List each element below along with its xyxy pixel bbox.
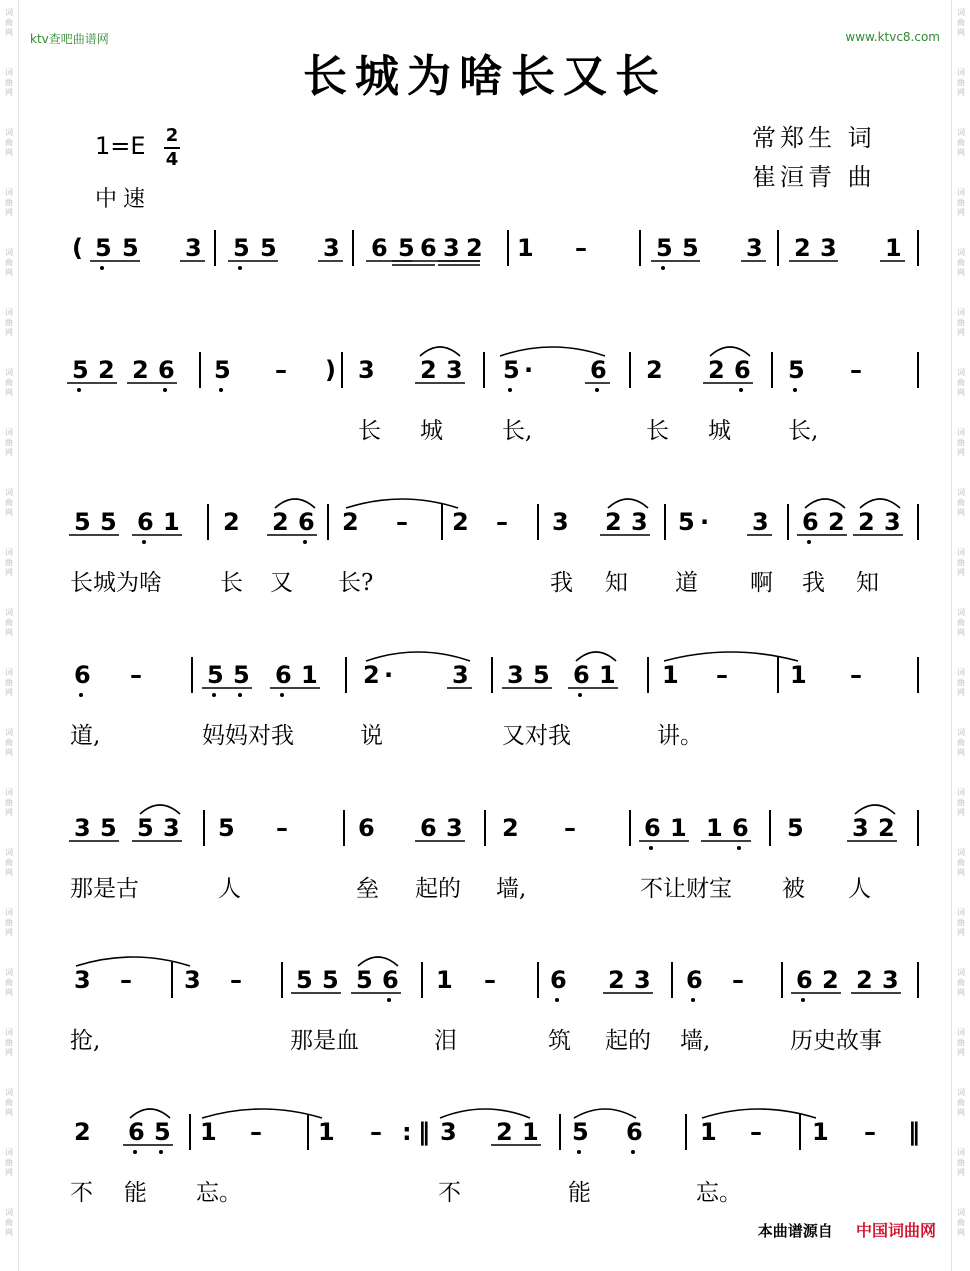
note-symbol: 2	[496, 1118, 513, 1146]
time-signature	[164, 126, 180, 170]
note-symbol: –	[850, 356, 862, 384]
note-symbol: 2	[272, 508, 289, 536]
note-symbol: 1	[200, 1118, 217, 1146]
note-symbol: 5	[503, 356, 520, 384]
lyric-text: 不让财宝	[640, 876, 732, 902]
note-symbol: 2	[646, 356, 663, 384]
lyric-text: 墙,	[680, 1028, 711, 1054]
note-symbol: 6	[644, 814, 661, 842]
lower-octave-dot	[142, 540, 146, 544]
lyric-text: 那是古	[70, 876, 139, 902]
time-signature-top: 2	[165, 125, 179, 146]
watermark-text: 词 曲 网	[957, 308, 965, 337]
note-symbol: –	[575, 234, 587, 262]
lyric-text: 不	[438, 1180, 461, 1206]
note-symbol: 5	[398, 234, 415, 262]
note-symbol: 3	[507, 661, 524, 689]
score-row	[60, 1112, 940, 1232]
score-row	[60, 228, 940, 348]
watermark-text: 词 曲 网	[5, 908, 13, 937]
lyric-text: 人	[848, 876, 871, 902]
lower-octave-dot	[595, 388, 599, 392]
note-symbol: 5	[72, 356, 89, 384]
key-signature: 1=E	[95, 132, 146, 160]
watermark-text: 词 曲 网	[5, 788, 13, 817]
note-symbol: 1	[163, 508, 180, 536]
watermark-text: 词 曲 网	[957, 548, 965, 577]
watermark-text: 词 曲 网	[5, 1208, 13, 1237]
slur-tie	[860, 499, 900, 508]
song-title: 长城为啥长又长	[303, 51, 667, 102]
lower-octave-dot	[577, 1150, 581, 1154]
watermark-text: 词 曲 网	[5, 488, 13, 517]
note-symbol: –	[230, 966, 242, 994]
lyric-text: 妈妈对我	[202, 723, 294, 749]
note-symbol: 3	[746, 234, 763, 262]
note-symbol: 5	[137, 814, 154, 842]
lower-octave-dot	[631, 1150, 635, 1154]
lyric-text: 泪	[434, 1028, 457, 1054]
lyric-text: 长城为啥	[70, 570, 162, 596]
note-symbol: 3	[752, 508, 769, 536]
watermark-text: 词 曲 网	[957, 848, 965, 877]
slur-tie	[202, 1109, 322, 1118]
watermark-text: 词 曲 网	[5, 128, 13, 157]
note-symbol: :	[402, 1118, 412, 1146]
score-row	[60, 350, 940, 470]
score-row	[60, 655, 940, 775]
watermark-text: 词 曲 网	[5, 1088, 13, 1117]
slur-tie	[420, 347, 460, 356]
note-symbol: 2	[828, 508, 845, 536]
lyric-text: 长?	[338, 570, 374, 596]
note-symbol: ·	[700, 508, 710, 536]
notation-line	[60, 808, 940, 868]
lyric-text: 人	[218, 876, 241, 902]
note-symbol: 6	[298, 508, 315, 536]
watermark-text: 词 曲 网	[957, 1088, 965, 1117]
note-symbol: 6	[137, 508, 154, 536]
watermark-text: 词 曲 网	[5, 608, 13, 637]
lyric-text: 抢,	[70, 1028, 101, 1054]
note-symbol: 3	[74, 966, 91, 994]
note-symbol: 2	[858, 508, 875, 536]
note-symbol: 5	[233, 661, 250, 689]
watermark-text: 词 曲 网	[5, 848, 13, 877]
note-symbol: –	[564, 814, 576, 842]
lower-octave-dot	[163, 388, 167, 392]
note-symbol: 2	[878, 814, 895, 842]
note-symbol: –	[496, 508, 508, 536]
lyric-text: 知	[856, 570, 879, 596]
note-symbol: –	[276, 814, 288, 842]
watermark-text: 词 曲 网	[957, 968, 965, 997]
note-symbol: 3	[852, 814, 869, 842]
note-symbol: 2	[98, 356, 115, 384]
lyric-text: 长,	[788, 418, 819, 444]
lower-octave-dot	[807, 540, 811, 544]
watermark-text: 词 曲 网	[957, 188, 965, 217]
lower-octave-dot	[661, 266, 665, 270]
lyric-text: 道	[675, 570, 698, 596]
lyric-text: 城	[420, 418, 443, 444]
watermark-text: 词 曲 网	[957, 668, 965, 697]
lyric-text: 我	[550, 570, 573, 596]
note-symbol: –	[250, 1118, 262, 1146]
watermark-text: 词 曲 网	[957, 1208, 965, 1237]
note-symbol: 6	[420, 814, 437, 842]
note-symbol: 6	[550, 966, 567, 994]
lyric-text: 能	[568, 1180, 591, 1206]
note-symbol: 3	[882, 966, 899, 994]
note-symbol: –	[850, 661, 862, 689]
note-symbol: 5	[322, 966, 339, 994]
note-symbol: 3	[884, 508, 901, 536]
note-symbol: 2	[708, 356, 725, 384]
watermark-text: 词 曲 网	[5, 368, 13, 397]
lower-octave-dot	[387, 998, 391, 1002]
lower-octave-dot	[739, 388, 743, 392]
lower-octave-dot	[133, 1150, 137, 1154]
lower-octave-dot	[238, 693, 242, 697]
lower-octave-dot	[649, 846, 653, 850]
note-symbol: ·	[524, 356, 534, 384]
note-symbol: –	[130, 661, 142, 689]
note-symbol: 3	[440, 1118, 457, 1146]
watermark-text: 词 曲 网	[957, 608, 965, 637]
lyric-text: 忘。	[196, 1180, 242, 1206]
lyric-text: 那是血	[290, 1028, 359, 1054]
note-symbol: 5	[533, 661, 550, 689]
lyric-text: 长,	[502, 418, 533, 444]
lyric-text: 被	[782, 876, 805, 902]
notation-line	[60, 502, 940, 562]
note-symbol: 2	[466, 234, 483, 262]
note-symbol: 2	[74, 1118, 91, 1146]
watermark-text: 词 曲 网	[5, 188, 13, 217]
slur-tie	[608, 499, 648, 508]
score-row	[60, 960, 940, 1080]
watermark-text: 词 曲 网	[5, 1148, 13, 1177]
lyric-text: 筑	[548, 1028, 571, 1054]
lyric-text: 长	[646, 418, 669, 444]
note-symbol: 2	[363, 661, 380, 689]
lyric-text: 讲。	[657, 723, 703, 749]
note-symbol: ‖	[908, 1118, 920, 1146]
lower-octave-dot	[801, 998, 805, 1002]
note-symbol: 5	[95, 234, 112, 262]
note-symbol: 3	[820, 234, 837, 262]
note-symbol: 1	[885, 234, 902, 262]
lyric-text: 又	[270, 570, 293, 596]
lower-octave-dot	[737, 846, 741, 850]
slur-tie	[574, 1109, 636, 1118]
watermark-text: 词 曲 网	[5, 68, 13, 97]
watermark-text: 词 曲 网	[5, 668, 13, 697]
note-symbol: 2	[452, 508, 469, 536]
note-symbol: ‖	[418, 1118, 430, 1146]
note-symbol: 5	[572, 1118, 589, 1146]
note-symbol: 3	[552, 508, 569, 536]
note-symbol: 2	[856, 966, 873, 994]
note-symbol: 1	[700, 1118, 717, 1146]
lower-octave-dot	[77, 388, 81, 392]
lower-octave-dot	[219, 388, 223, 392]
note-symbol: 6	[626, 1118, 643, 1146]
slur-tie	[855, 805, 895, 814]
note-symbol: 3	[631, 508, 648, 536]
site-name-left: ktv查吧曲谱网	[30, 32, 109, 46]
note-symbol: 1	[812, 1118, 829, 1146]
note-symbol: 3	[185, 234, 202, 262]
note-symbol: 1	[790, 661, 807, 689]
note-symbol: 5	[207, 661, 224, 689]
note-symbol: 2	[608, 966, 625, 994]
notation-line	[60, 960, 940, 1020]
watermark-text: 词 曲 网	[957, 1028, 965, 1057]
watermark-text: 词 曲 网	[5, 968, 13, 997]
lyric-text: 道,	[70, 723, 101, 749]
slur-tie	[500, 347, 605, 356]
note-symbol: 3	[358, 356, 375, 384]
slur-tie	[140, 805, 180, 814]
note-symbol: 6	[74, 661, 91, 689]
note-symbol: 6	[573, 661, 590, 689]
slur-tie	[130, 1109, 170, 1118]
lower-octave-dot	[303, 540, 307, 544]
lyric-text: 长	[358, 418, 381, 444]
note-symbol: 1	[436, 966, 453, 994]
note-symbol: 5	[678, 508, 695, 536]
slur-tie	[576, 652, 616, 661]
note-symbol: 3	[452, 661, 469, 689]
watermark-text: 词 曲 网	[5, 8, 13, 37]
watermark-text: 词 曲 网	[5, 308, 13, 337]
note-symbol: (	[72, 234, 83, 262]
note-symbol: 5	[682, 234, 699, 262]
note-symbol: 3	[184, 966, 201, 994]
lyric-text: 啊	[750, 570, 773, 596]
note-symbol: –	[396, 508, 408, 536]
note-symbol: 5	[356, 966, 373, 994]
note-symbol: 6	[590, 356, 607, 384]
lyric-text: 又对我	[502, 723, 571, 749]
slur-tie	[805, 499, 845, 508]
watermark-text: 词 曲 网	[957, 128, 965, 157]
note-symbol: 3	[446, 814, 463, 842]
note-symbol: –	[750, 1118, 762, 1146]
lower-octave-dot	[79, 693, 83, 697]
lower-octave-dot	[100, 266, 104, 270]
note-symbol: 5	[233, 234, 250, 262]
lower-octave-dot	[159, 1150, 163, 1154]
note-symbol: 5	[100, 508, 117, 536]
note-symbol: 2	[822, 966, 839, 994]
lyricist-credit: 常郑生 词	[752, 124, 876, 152]
lower-octave-dot	[793, 388, 797, 392]
note-symbol: –	[370, 1118, 382, 1146]
watermark-text: 词 曲 网	[957, 8, 965, 37]
watermark-text: 词 曲 网	[957, 788, 965, 817]
lyric-text: 墙,	[496, 876, 527, 902]
note-symbol: 5	[154, 1118, 171, 1146]
slur-tie	[358, 957, 398, 966]
note-symbol: 5	[74, 508, 91, 536]
note-symbol: 6	[358, 814, 375, 842]
score-row	[60, 502, 940, 622]
lower-octave-dot	[238, 266, 242, 270]
note-symbol: 2	[342, 508, 359, 536]
watermark-text: 词 曲 网	[5, 428, 13, 457]
lyric-text: 起的	[415, 876, 461, 902]
note-symbol: –	[275, 356, 287, 384]
note-symbol: 5	[788, 356, 805, 384]
note-symbol: 3	[443, 234, 460, 262]
note-symbol: 2	[223, 508, 240, 536]
note-symbol: 5	[296, 966, 313, 994]
note-symbol: 6	[158, 356, 175, 384]
watermark-text: 词 曲 网	[957, 368, 965, 397]
lyric-text: 能	[124, 1180, 147, 1206]
note-symbol: 1	[517, 234, 534, 262]
watermark-text: 词 曲 网	[5, 1028, 13, 1057]
lyric-text: 知	[605, 570, 628, 596]
notation-line	[60, 655, 940, 715]
lyric-text: 忘。	[696, 1180, 742, 1206]
note-symbol: 3	[163, 814, 180, 842]
note-symbol: –	[120, 966, 132, 994]
lyric-text: 历史故事	[790, 1028, 882, 1054]
right-watermark-strip	[951, 0, 970, 1271]
footer-source	[758, 1218, 936, 1241]
watermark-text: 词 曲 网	[5, 248, 13, 277]
note-symbol: 1	[670, 814, 687, 842]
notation-line	[60, 1112, 940, 1172]
time-signature-bottom: 4	[165, 149, 179, 170]
note-symbol: 6	[732, 814, 749, 842]
lower-octave-dot	[508, 388, 512, 392]
lyric-text: 长	[220, 570, 243, 596]
note-symbol: –	[732, 966, 744, 994]
note-symbol: 3	[634, 966, 651, 994]
note-symbol: –	[716, 661, 728, 689]
watermark-text: 词 曲 网	[957, 68, 965, 97]
slur-tie	[366, 652, 470, 661]
note-symbol: 2	[502, 814, 519, 842]
note-symbol: 6	[734, 356, 751, 384]
slur-tie	[702, 1109, 816, 1118]
note-symbol: 1	[318, 1118, 335, 1146]
watermark-text: 词 曲 网	[957, 248, 965, 277]
notation-line	[60, 228, 940, 288]
watermark-text: 词 曲 网	[5, 728, 13, 757]
note-symbol: 3	[74, 814, 91, 842]
notation-line	[60, 350, 940, 410]
note-symbol: 2	[132, 356, 149, 384]
note-symbol: 5	[218, 814, 235, 842]
watermark-text: 词 曲 网	[957, 908, 965, 937]
note-symbol: 6	[796, 966, 813, 994]
note-symbol: –	[484, 966, 496, 994]
left-watermark-strip	[0, 0, 19, 1271]
note-symbol: )	[325, 356, 336, 384]
note-symbol: 6	[275, 661, 292, 689]
watermark-text: 词 曲 网	[957, 1148, 965, 1177]
note-symbol: 6	[382, 966, 399, 994]
note-symbol: 6	[128, 1118, 145, 1146]
lyric-text: 不	[70, 1180, 93, 1206]
note-symbol: 6	[371, 234, 388, 262]
lower-octave-dot	[555, 998, 559, 1002]
note-symbol: 6	[686, 966, 703, 994]
note-symbol: 6	[802, 508, 819, 536]
site-url-right: www.ktvc8.com	[845, 30, 940, 44]
footer-source-label: 本曲谱源自	[757, 1222, 833, 1240]
lower-octave-dot	[212, 693, 216, 697]
note-symbol: 5	[214, 356, 231, 384]
note-symbol: 1	[706, 814, 723, 842]
tempo-marking: 中速	[95, 187, 152, 212]
score-row	[60, 808, 940, 928]
note-symbol: 3	[446, 356, 463, 384]
lower-octave-dot	[578, 693, 582, 697]
note-symbol: 5	[122, 234, 139, 262]
composer-credit: 崔洹青 曲	[752, 163, 876, 191]
note-symbol: 2	[605, 508, 622, 536]
slur-tie	[710, 347, 750, 356]
note-symbol: 6	[420, 234, 437, 262]
lyric-text: 垒	[356, 876, 379, 902]
lyric-text: 起的	[605, 1028, 651, 1054]
watermark-text: 词 曲 网	[5, 548, 13, 577]
note-symbol: 1	[662, 661, 679, 689]
lower-octave-dot	[280, 693, 284, 697]
watermark-text: 词 曲 网	[957, 428, 965, 457]
note-symbol: 1	[599, 661, 616, 689]
lower-octave-dot	[691, 998, 695, 1002]
note-symbol: –	[864, 1118, 876, 1146]
note-symbol: 2	[420, 356, 437, 384]
note-symbol: 5	[260, 234, 277, 262]
watermark-text: 词 曲 网	[957, 728, 965, 757]
slur-tie	[440, 1109, 530, 1118]
note-symbol: 3	[323, 234, 340, 262]
note-symbol: 1	[522, 1118, 539, 1146]
lyric-text: 说	[360, 723, 383, 749]
note-symbol: 5	[100, 814, 117, 842]
lyric-text: 城	[708, 418, 731, 444]
slur-tie	[275, 499, 315, 508]
watermark-text: 词 曲 网	[957, 488, 965, 517]
note-symbol: 5	[787, 814, 804, 842]
note-symbol: 1	[301, 661, 318, 689]
note-symbol: ·	[384, 661, 394, 689]
note-symbol: 2	[794, 234, 811, 262]
note-symbol: 5	[656, 234, 673, 262]
lyric-text: 我	[802, 570, 825, 596]
footer-brand-link[interactable]: 中国词曲网	[855, 1221, 936, 1240]
